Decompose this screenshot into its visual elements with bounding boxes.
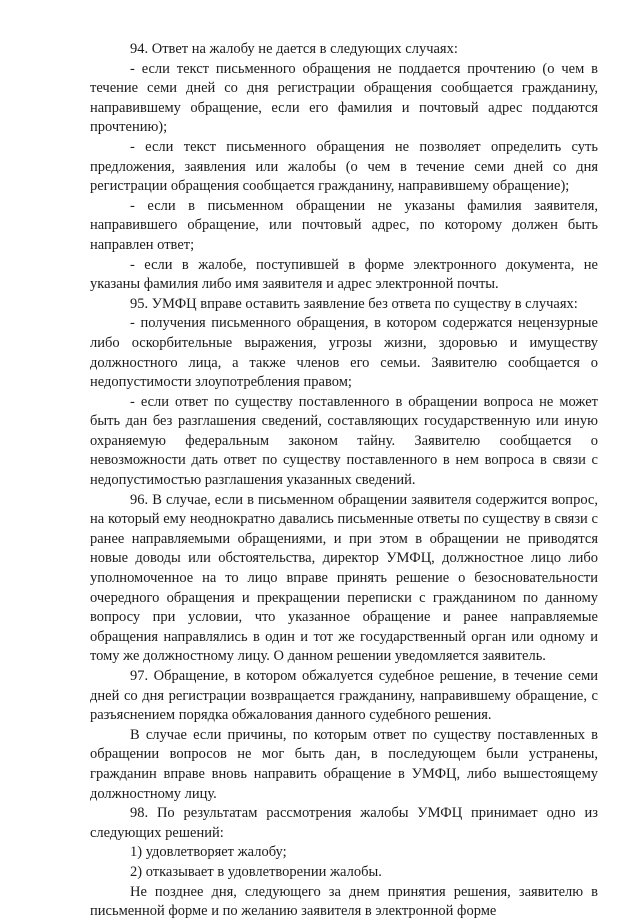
paragraph-95: 95. УМФЦ вправе оставить заявление без ответа по существу в случаях: [130,295,578,312]
paragraph-95-item-1: - получения письменного обращения, в котором содержатся нецензурные либо оскорбительные выражения, угрозы жизни, здоровью и имуществу должностного лица, а также членов его семьи. Заявителю сообщается о недопустимости злоупотребления правом; [90,315,598,391]
paragraph-98-item-2: 2) отказывает в удовлетворении жалобы. [130,863,382,880]
paragraph-98-item-1: 1) удовлетворяет жалобу; [130,844,287,861]
paragraph-94-item-2: - если текст письменного обращения не позволяет определить суть предложения, заявления или жалобы (о чем в течение семи дней со дня регистрации обращения сообщается гражданину, направившему обращение); [90,138,598,195]
paragraph-94: 94. Ответ на жалобу не дается в следующих случаях: [130,41,458,57]
paragraph-98-continuation: Не позднее дня, следующего за днем принятия решения, заявителю в письменной форме и по желанию заявителя в электронной форме [90,883,598,920]
paragraph-94-item-4: - если в жалобе, поступившей в форме электронного документа, не указаны фамилия либо имя заявителя и адрес электронной почты. [90,256,598,293]
paragraph-96: 96. В случае, если в письменном обращении заявителя содержится вопрос, на который ему неоднократно давались письменные ответы по существу в связи с ранее направляемыми обращениями, и при этом в обращении не приводятся новые доводы или обстоятельства, директор УМФЦ, должностное лицо либо уполномоченное на то лицо вправе принять решение о безосновательности очередного обращения и прекращении переписки с гражданином по данному вопросу при условии, что указанное обращение и ранее направляемые обращения направлялись в один и тот же государственный орган или одному и тому же должностному лицу. О данном решении уведомляется заявитель. [90,491,598,665]
paragraph-95-item-2: - если ответ по существу поставленного в обращении вопроса не может быть дан без разглашения сведений, составляющих государственную или иную охраняемую федеральным законом тайну. Заявителю сообщается о невозможности дать ответ по существу поставленного в нем вопроса в связи с недопустимостью разглашения указанных сведений. [90,393,598,489]
paragraph-94-item-3: - если в письменном обращении не указаны фамилия заявителя, направившего обращение, или почтовый адрес, по которому должен быть направлен ответ; [90,197,598,253]
paragraph-98: 98. По результатам рассмотрения жалобы УМФЦ принимает одно из следующих решений: [90,805,598,841]
paragraph-97-note: В случае если причины, по которым ответ по существу поставленных в обращении вопросов не мог быть дан, в последующем были устранены, гражданин вправе вновь направить обращение в УМФЦ, либо вышестоящему должностному лицу. [90,726,598,802]
paragraph-97: 97. Обращение, в котором обжалуется судебное решение, в течение семи дней со дня регистрации возвращается гражданину, направившему обращение, с разъяснением порядка обжалования данного судебного решения. [90,668,598,724]
paragraph-94-item-1: - если текст письменного обращения не поддается прочтению (о чем в течение семи дней со дня регистрации обращения сообщается гражданину, направившему обращение, если его фамилия и почтовый адрес поддаются прочтению); [90,60,598,136]
